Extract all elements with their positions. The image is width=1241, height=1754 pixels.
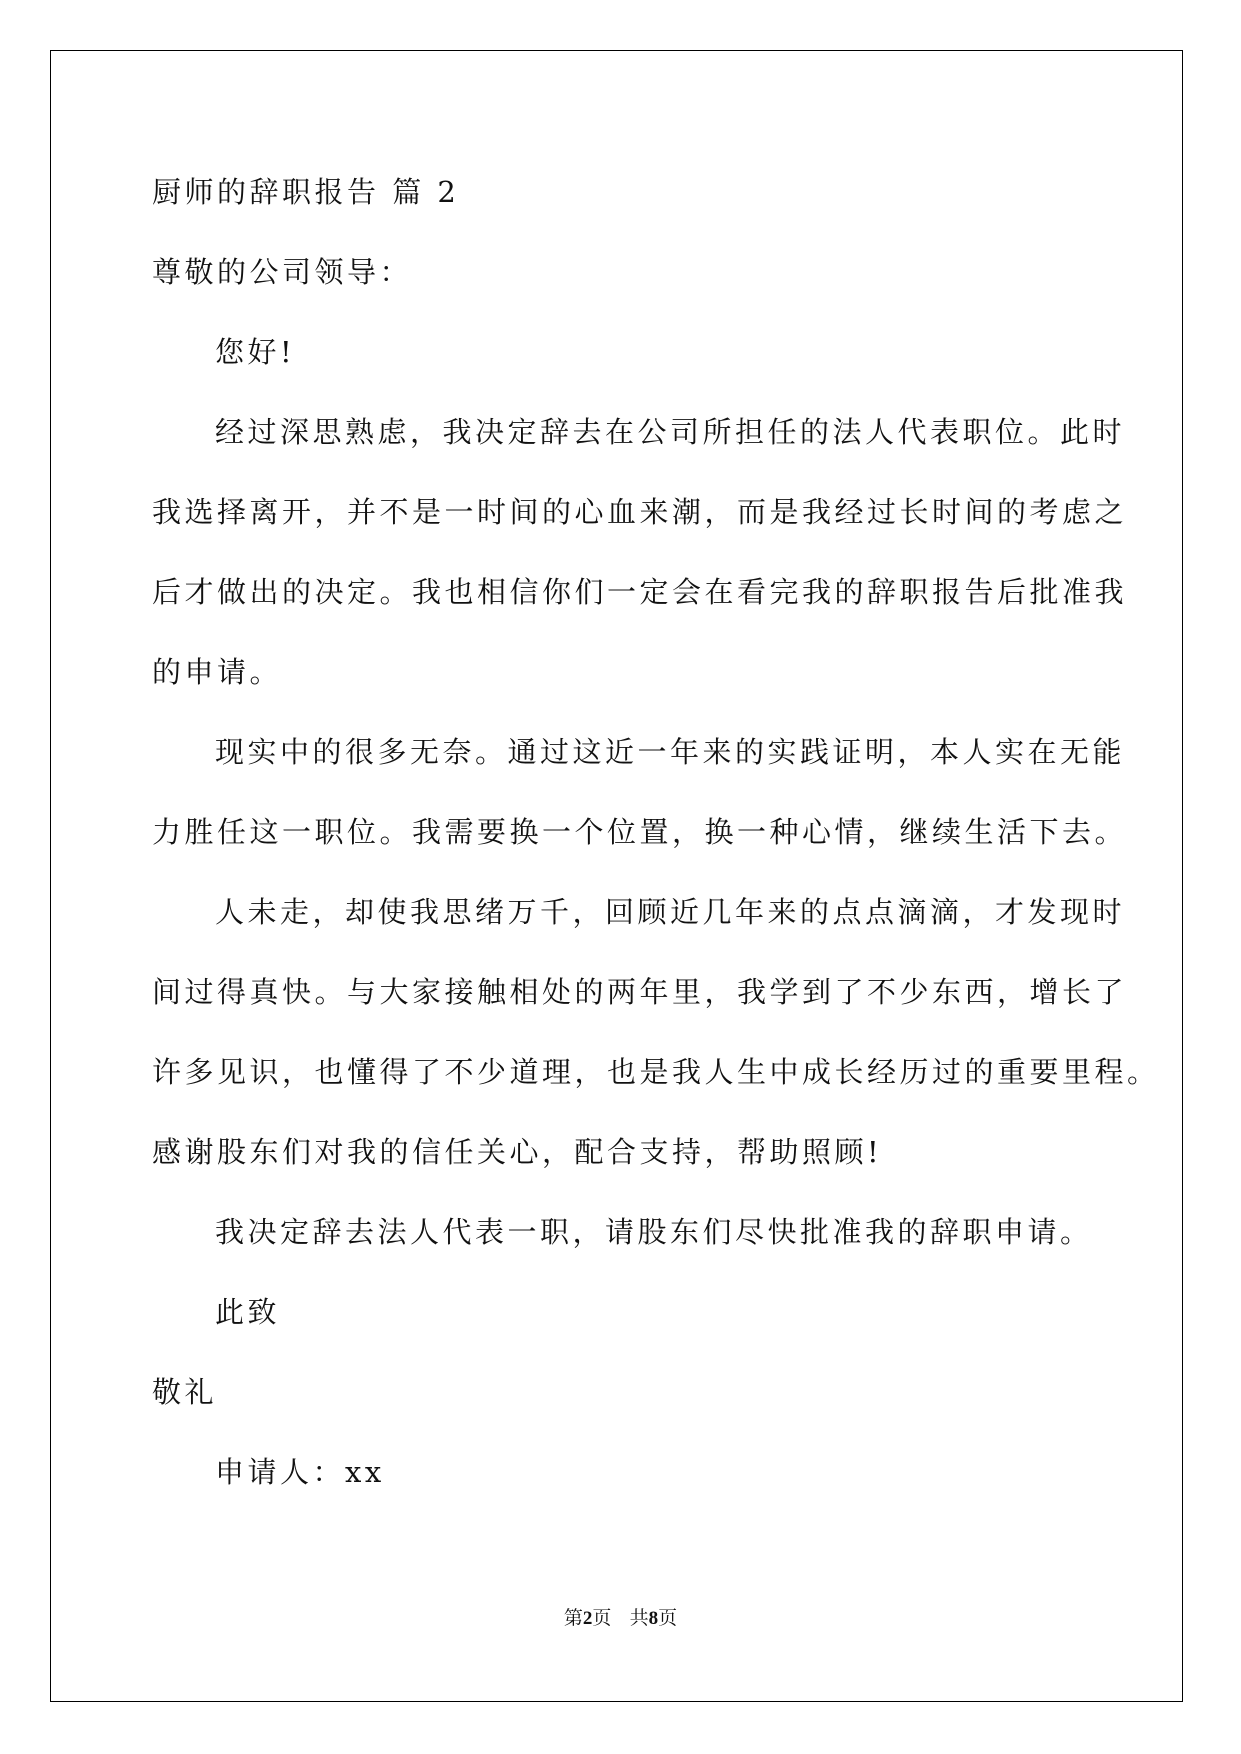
footer-total-prefix: 共 xyxy=(629,1607,649,1629)
footer-total-suffix: 页 xyxy=(658,1607,678,1629)
closing-ci-zhi: 此致 xyxy=(215,1295,281,1329)
footer-page-prefix: 第 xyxy=(563,1607,583,1629)
page-footer xyxy=(0,1603,1241,1630)
body-line: 许多见识，也懂得了不少道理，也是我人生中成长经历过的重要里程。 xyxy=(152,1055,1160,1089)
footer-page-total: 8 xyxy=(648,1608,659,1629)
salutation: 尊敬的公司领导： xyxy=(152,255,413,289)
closing-jing-li: 敬礼 xyxy=(152,1375,218,1409)
body-line: 后才做出的决定。我也相信你们一定会在看完我的辞职报告后批准我 xyxy=(152,575,1128,609)
body-line: 力胜任这一职位。我需要换一个位置，换一种心情，继续生活下去。 xyxy=(152,815,1128,849)
footer-page-current: 2 xyxy=(582,1608,593,1629)
body-line: 间过得真快。与大家接触相处的两年里，我学到了不少东西，增长了 xyxy=(152,975,1128,1009)
signature: 申请人：xx xyxy=(215,1455,385,1489)
body-line: 感谢股东们对我的信任关心，配合支持，帮助照顾! xyxy=(152,1135,883,1169)
body-line: 我决定辞去法人代表一职，请股东们尽快批准我的辞职申请。 xyxy=(215,1215,1093,1249)
body-line: 的申请。 xyxy=(152,655,283,689)
body-line: 人未走，却使我思绪万千，回顾近几年来的点点滴滴，才发现时 xyxy=(215,895,1126,929)
greeting: 您好! xyxy=(215,335,296,369)
body-line: 现实中的很多无奈。通过这近一年来的实践证明，本人实在无能 xyxy=(215,735,1126,769)
document-title: 厨师的辞职报告 篇 2 xyxy=(152,175,460,209)
footer-page-suffix: 页 xyxy=(592,1607,612,1629)
body-line: 经过深思熟虑，我决定辞去在公司所担任的法人代表职位。此时 xyxy=(215,415,1126,449)
body-line: 我选择离开，并不是一时间的心血来潮，而是我经过长时间的考虑之 xyxy=(152,495,1128,529)
